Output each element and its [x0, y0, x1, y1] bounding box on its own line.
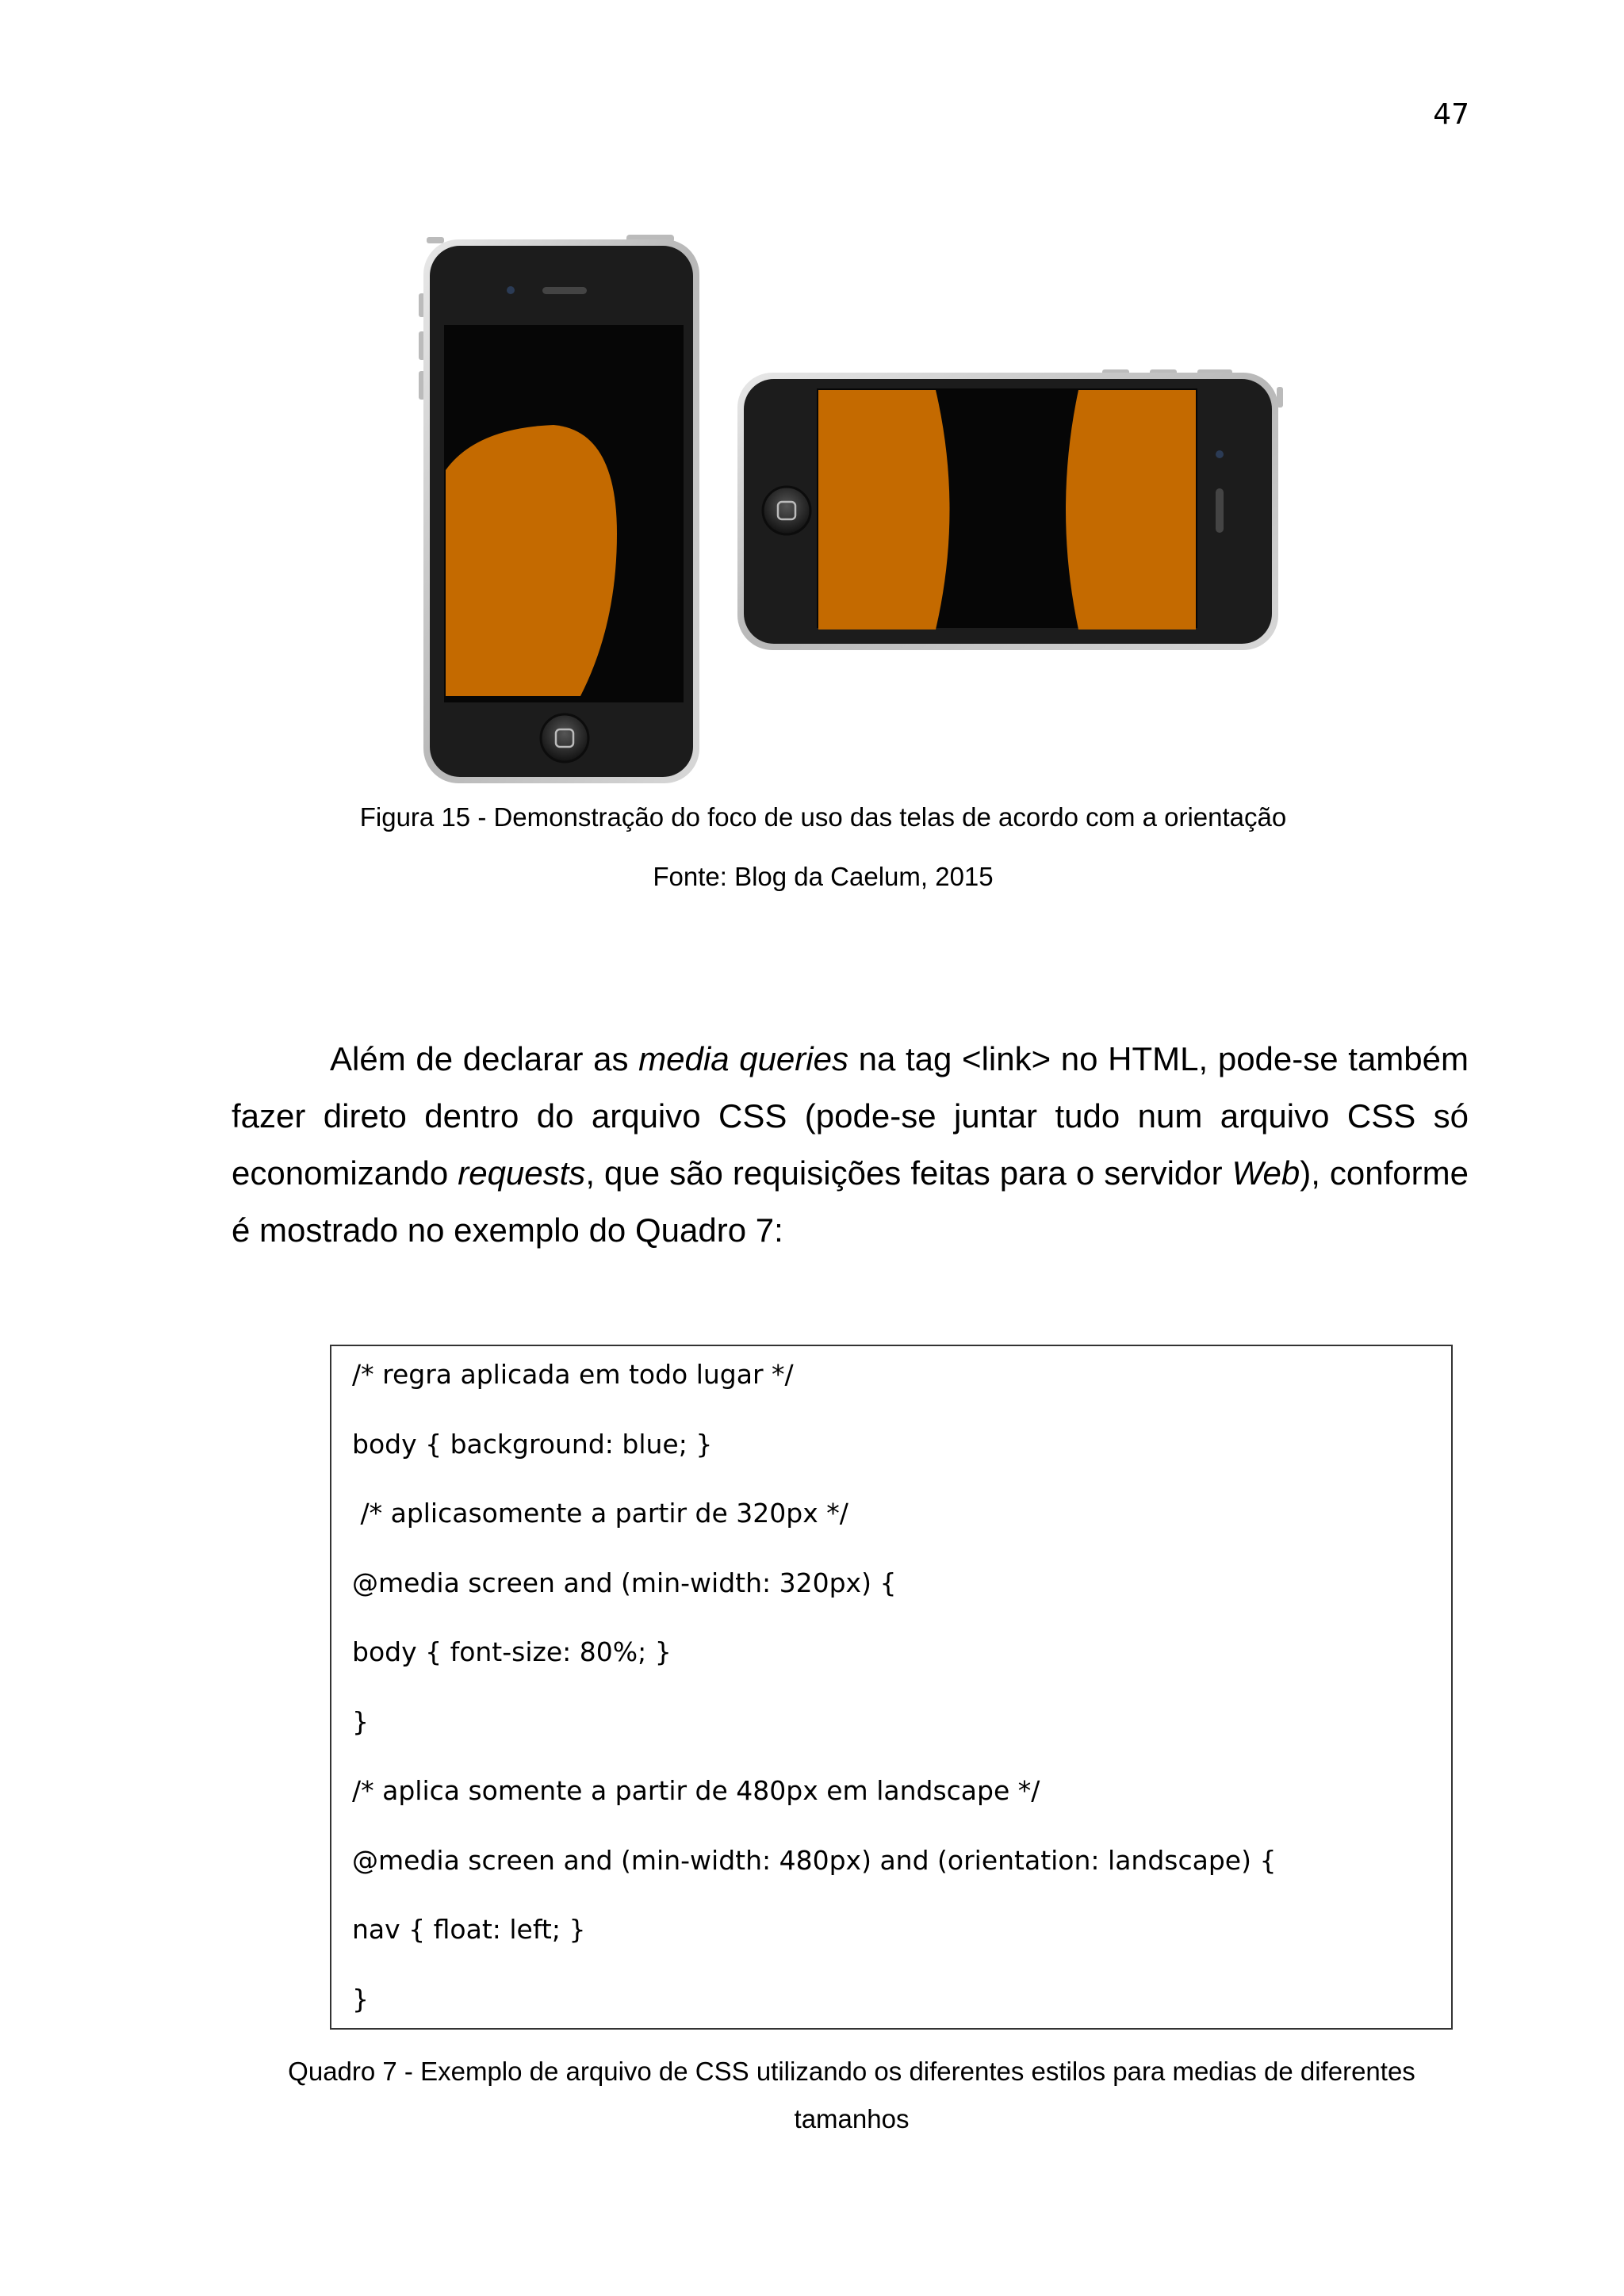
- code-line: @media screen and (min-width: 480px) and (orientation: landscape) {: [352, 1844, 1277, 1876]
- landscape-camera-icon: [1216, 450, 1224, 458]
- code-line: /* aplicasomente a partir de 320px */: [352, 1498, 848, 1529]
- landscape-screen-shape-right: [1066, 390, 1196, 629]
- portrait-phone: [419, 235, 699, 783]
- landscape-phone: [737, 369, 1283, 650]
- page-number: 47: [1433, 98, 1469, 131]
- paragraph-text: , que são requisições feitas para o servidor: [585, 1154, 1232, 1192]
- body-paragraph: [232, 1031, 1469, 1259]
- figure-phones: [412, 228, 1285, 783]
- landscape-home-button-icon: [763, 487, 810, 534]
- code-line: /* regra aplicada em todo lugar */: [352, 1359, 794, 1390]
- figure-caption: Figura 15 - Demonstração do foco de uso das telas de acordo com a orientação: [359, 802, 1287, 832]
- code-line: nav { float: left; }: [352, 1914, 586, 1945]
- landscape-speaker-icon: [1216, 488, 1224, 533]
- landscape-screen-shape-left: [818, 390, 950, 629]
- paragraph-text: Além de declarar as: [330, 1040, 639, 1077]
- code-line: body { background: blue; }: [352, 1428, 713, 1460]
- code-line: }: [352, 1983, 369, 2015]
- paragraph-text: na tag <link> no HTML, pode-se também fazer direto dentro do arquivo CSS (pode-se juntar tudo num arquivo CSS só economizando: [232, 1040, 1469, 1192]
- camera-icon: [507, 286, 515, 294]
- code-listing-box: [330, 1345, 1453, 2030]
- paragraph-emphasis: Web: [1231, 1154, 1300, 1192]
- home-button-icon: [541, 714, 588, 762]
- code-line: body { font-size: 80%; }: [352, 1636, 672, 1667]
- quadro-caption: Quadro 7 - Exemplo de arquivo de CSS utilizando os diferentes estilos para medias de diferentes tamanhos: [288, 2057, 1415, 2133]
- phones-illustration: [412, 228, 1285, 783]
- code-line: @media screen and (min-width: 320px) {: [352, 1567, 897, 1598]
- figure-source: Fonte: Blog da Caelum, 2015: [653, 862, 994, 891]
- portrait-screen-shape: [446, 425, 617, 696]
- paragraph-text: ), conforme é mostrado no exemplo do Quadro 7:: [232, 1154, 1469, 1249]
- code-line: }: [352, 1705, 369, 1737]
- paragraph-emphasis: requests: [458, 1154, 586, 1192]
- paragraph-emphasis: media queries: [638, 1040, 848, 1077]
- speaker-icon: [542, 287, 587, 294]
- code-line: /* aplica somente a partir de 480px em landscape */: [352, 1775, 1040, 1806]
